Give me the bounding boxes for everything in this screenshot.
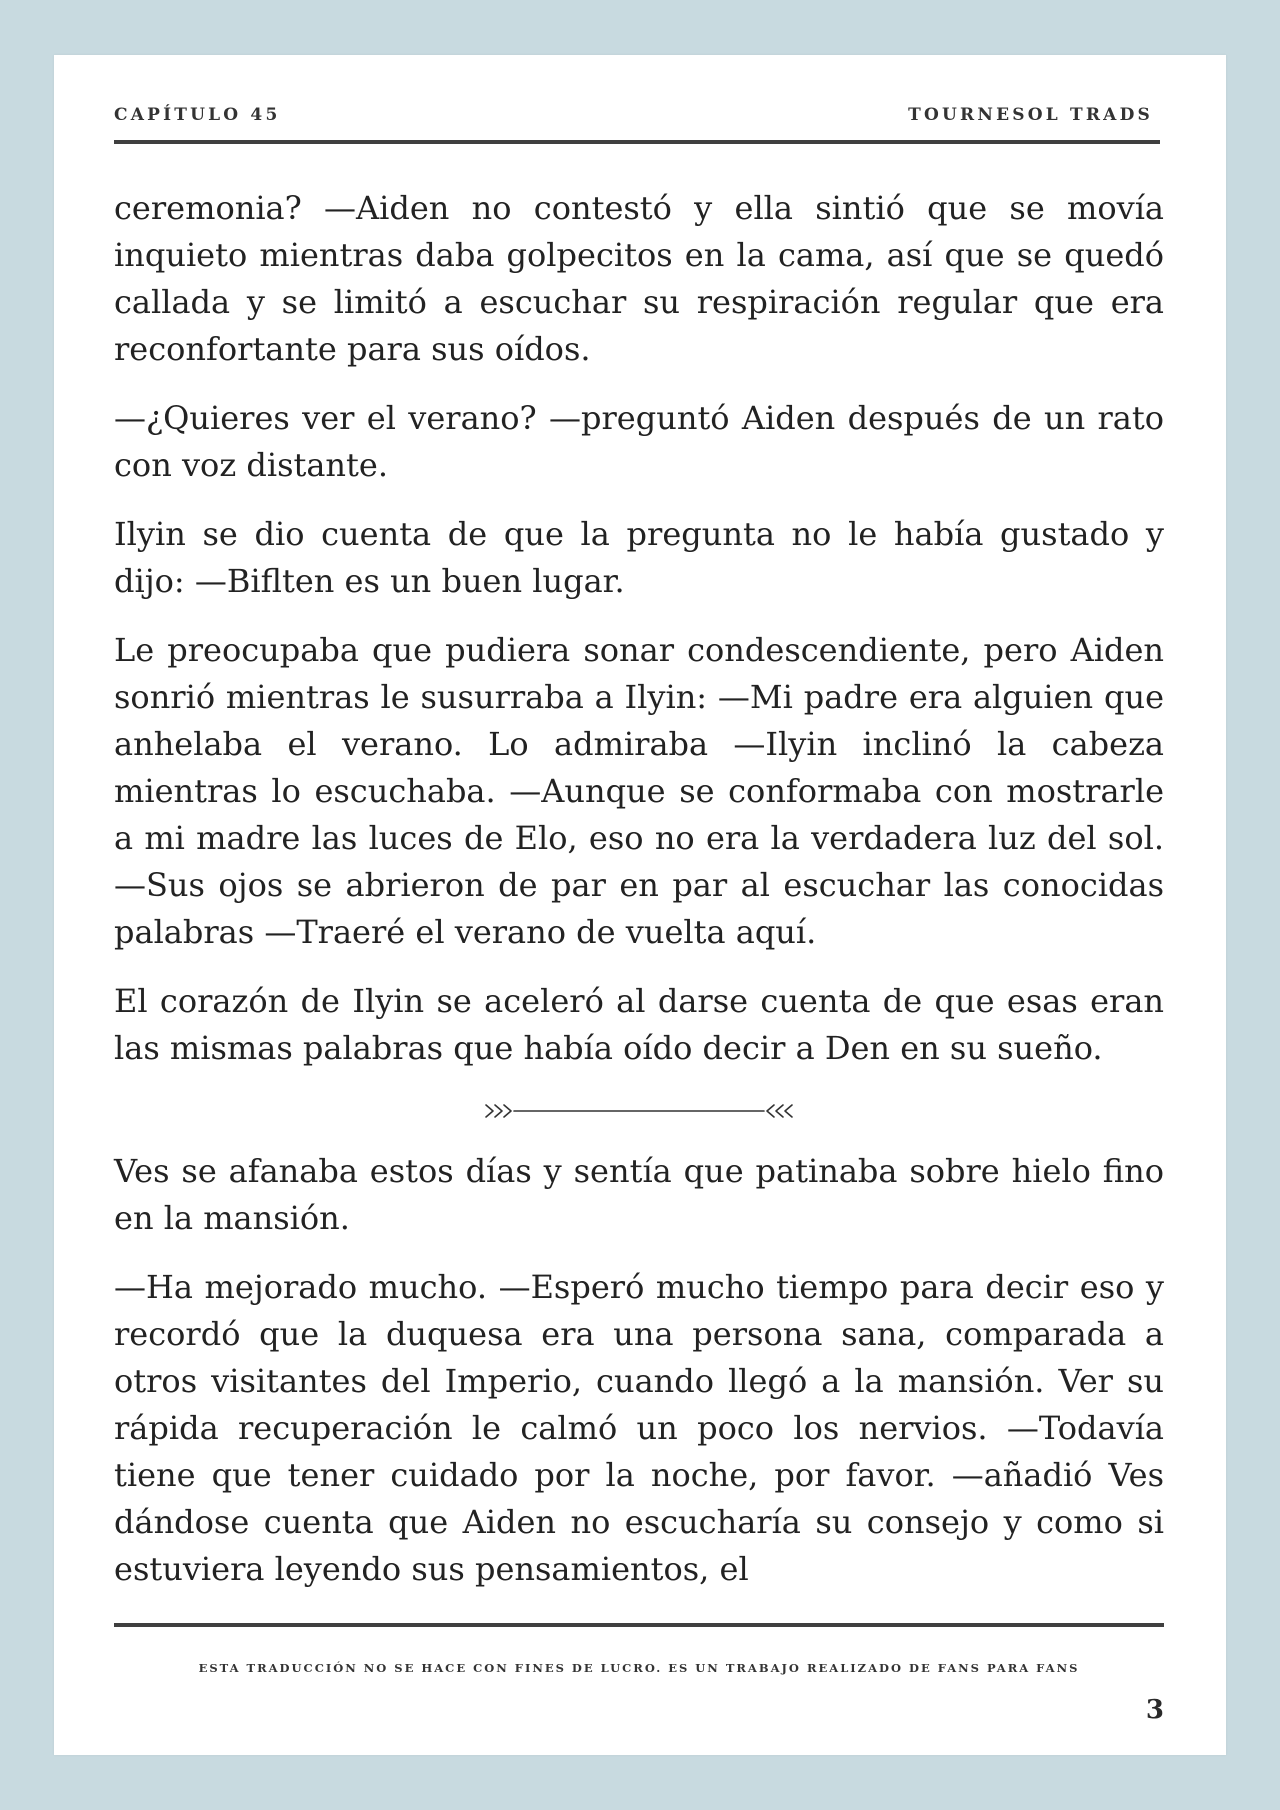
page-header	[114, 105, 1159, 135]
paragraph: —Ha mejorado mucho. —Esperó mucho tiempo para decir eso y recordó que la duquesa era una persona sana, comparada a otros visitantes del Imperio, cuando llegó a la mansión. Ver su rápida recuperación le calmó un poco los nervios. —Todavía tiene que tener cuidado por la noche, por favor. —añadió Ves dándose cuenta que Aiden no escucharía su consejo y como si estuviera leyendo sus pensamientos, el	[114, 1268, 1164, 1588]
footer-disclaimer: ESTA TRADUCCIÓN NO SE HACE CON FINES DE LUCRO. ES UN TRABAJO REALIZADO DE FANS PARA FANS	[198, 1661, 1080, 1675]
page-number: 3	[1145, 1695, 1164, 1725]
translation-group: TOURNESOL TRADS	[908, 105, 1153, 125]
body-text	[114, 185, 1164, 1593]
paragraph: Ves se afanaba estos días y sentía que patinaba sobre hielo fino en la mansión.	[114, 1152, 1164, 1237]
paragraph: Le preocupaba que pudiera sonar condescendiente, pero Aiden sonrió mientras le susurraba a Ilyin: —Mi padre era alguien que anhelaba el verano. Lo admiraba —Ilyin inclinó la cabeza mientras lo escuchaba. —Aunque se conformaba con mostrarle a mi madre las luces de Elo, eso no era la verdadera luz del sol. —Sus ojos se abrieron de par en par al escuchar las conocidas palabras —Traeré el verano de vuelta aquí.	[114, 631, 1164, 951]
chapter-title: CAPÍTULO 45	[114, 105, 281, 125]
arrow-divider-icon	[484, 1100, 794, 1122]
footer-divider	[114, 1623, 1164, 1627]
paragraph: ceremonia? —Aiden no contestó y ella sintió que se movía inquieto mientras daba golpecitos en la cama, así que se quedó callada y se limitó a escuchar su respiración regular que era reconfortante para sus oídos.	[114, 189, 1164, 368]
header-divider	[114, 140, 1160, 144]
paragraph: Ilyin se dio cuenta de que la pregunta no le había gustado y dijo: —Biflten es un buen lugar.	[114, 515, 1164, 600]
scene-separator	[114, 1088, 1164, 1134]
paragraph: —¿Quieres ver el verano? —preguntó Aiden después de un rato con voz distante.	[114, 399, 1164, 484]
document-page	[54, 55, 1226, 1755]
paragraph: El corazón de Ilyin se aceleró al darse cuenta de que esas eran las mismas palabras que había oído decir a Den en su sueño.	[114, 982, 1164, 1067]
